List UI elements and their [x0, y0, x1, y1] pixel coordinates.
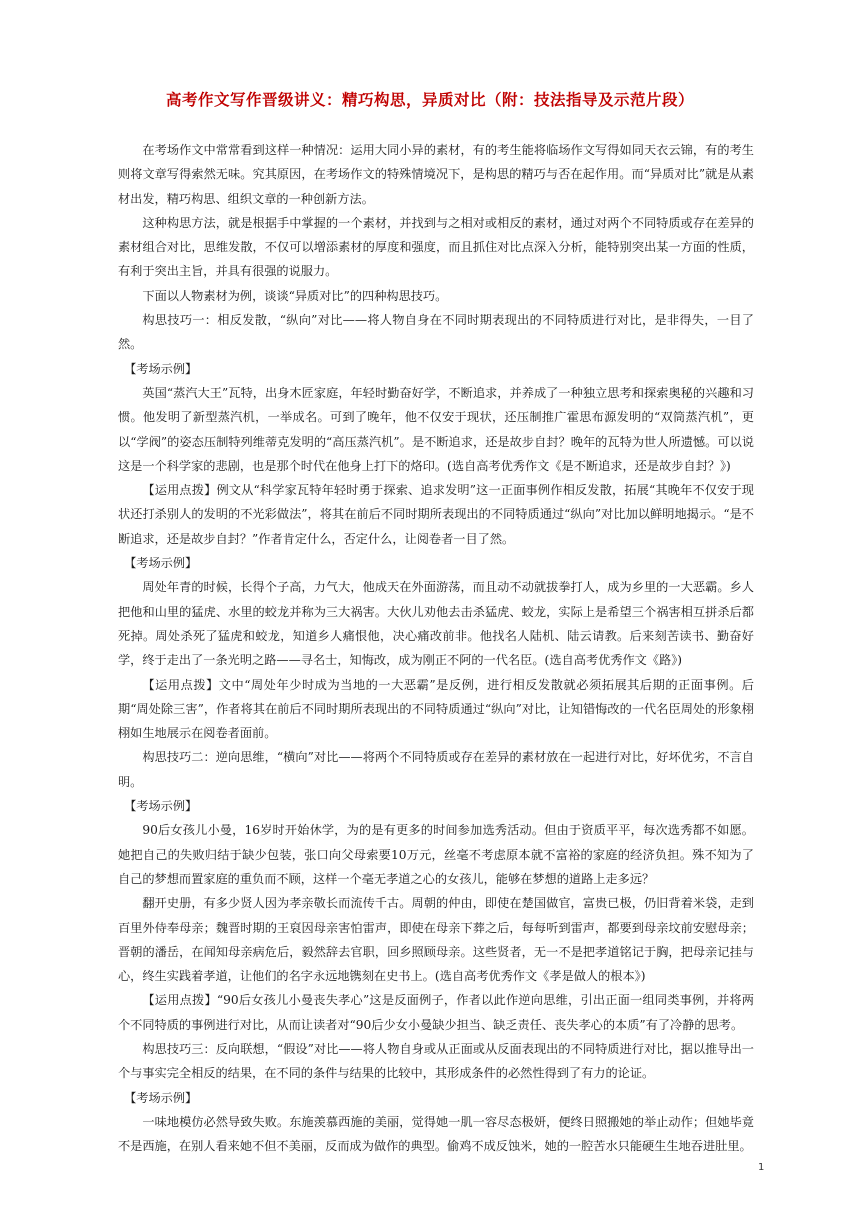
paragraph: 【运用点拨】“90后女孩儿小曼丧失孝心”这是反面例子，作者以此作逆向思维，引出正面一组同类事例，并将两个不同特质的事例进行对比，从而让读者对“90后少女小曼缺少担当、缺乏责任、丧失孝心的本质”有了冷静的思考。 [118, 993, 754, 1032]
document-title: 高考作文写作晋级讲义：精巧构思，异质对比（附：技法指导及示范片段） [165, 91, 694, 109]
document-body [118, 138, 754, 1158]
section-tag: 【考场示例】 [124, 1090, 198, 1105]
paragraph: 构思技巧二：逆向思维，“横向”对比——将两个不同特质或存在差异的素材放在一起进行对比，好坏优劣，不言自明。 [118, 750, 754, 789]
paragraph: 翻开史册，有多少贤人因为孝亲敬长而流传千古。周朝的仲由，即使在楚国做官，富贵已极，仍旧背着米袋，走到百里外侍奉母亲；魏晋时期的王裒因母亲害怕雷声，即使在母亲下葬之后，每每听到雷声，都要到母亲坟前安慰母亲；晋朝的潘岳，在闻知母亲病危后，毅然辞去官职，回乡照顾母亲。这些贤者，无一不是把孝道铭记于胸，把母亲记挂与心，终生实践着孝道，让他们的名字永远地镌刻在史书上。(选自高考优秀作文《孝是做人的根本》) [118, 896, 754, 984]
paragraph: 这种构思方法，就是根据手中掌握的一个素材，并找到与之相对或相反的素材，通过对两个不同特质或存在差异的素材组合对比，思维发散，不仅可以增添素材的厚度和强度，而且抓住对比点深入分析，能特别突出某一方面的性质，有利于突出主旨，并具有很强的说服力。 [118, 215, 754, 279]
paragraph: 【运用点拨】文中“周处年少时成为当地的一大恶霸”是反例，进行相反发散就必须拓展其后期的正面事例。后期“周处除三害”，作者将其在前后不同时期所表现出的不同特质通过“纵向”对比，让知错悔改的一代名臣周处的形象栩栩如生地展示在阅卷者面前。 [118, 677, 754, 741]
paragraph: 周处年青的时候，长得个子高，力气大，他成天在外面游荡，而且动不动就拔拳打人，成为乡里的一大恶霸。乡人把他和山里的猛虎、水里的蛟龙并称为三大祸害。大伙儿劝他去击杀猛虎、蛟龙，实际上是希望三个祸害相互拼杀后都死掉。周处杀死了猛虎和蛟龙，知道乡人痛恨他，决心痛改前非。他找名人陆机、陆云请教。后来刻苦读书、勤奋好学，终于走出了一条光明之路——寻名士，知悔改，成为刚正不阿的一代名臣。(选自高考优秀作文《路》) [118, 580, 754, 668]
paragraph: 【运用点拨】例文从“科学家瓦特年轻时勇于探索、追求发明”这一正面事例作相反发散，拓展“其晚年不仅安于现状还打杀别人的发明的不光彩做法”，将其在前后不同时期所表现出的不同特质通过“纵向”对比加以鲜明地揭示。“是不断追求，还是故步自封？”作者肯定什么，否定什么，让阅卷者一目了然。 [118, 483, 754, 546]
paragraph: 90后女孩儿小曼，16岁时开始休学，为的是有更多的时间参加选秀活动。但由于资质平平，每次选秀都不如愿。她把自己的失败归结于缺少包装，张口向父母索要10万元，丝毫不考虑原本就不富裕的家庭的经济负担。殊不知为了自己的梦想而置家庭的重负而不顾，这样一个毫无孝道之心的女孩儿，能够在梦想的道路上走多远？ [118, 823, 754, 886]
paragraph: 构思技巧一：相反发散，“纵向”对比——将人物自身在不同时期表现出的不同特质进行对比，是非得失，一目了然。 [118, 313, 754, 352]
paragraph: 英国“蒸汽大王”瓦特，出身木匠家庭，年轻时勤奋好学，不断追求，并养成了一种独立思考和探索奥秘的兴趣和习惯。他发明了新型蒸汽机，一举成名。可到了晚年，他不仅安于现状，还压制推广霍思布源发明的“双筒蒸汽机”，更以“学阀”的姿态压制特列维蒂克发明的“高压蒸汽机”。是不断追求，还是故步自封？晚年的瓦特为世人所遗憾。可以说这是一个科学家的悲剧，也是那个时代在他身上打下的烙印。(选自高考优秀作文《是不断追求，还是故步自封？》) [118, 385, 754, 473]
paragraph: 下面以人物素材为例，谈谈“异质对比”的四种构思技巧。 [142, 288, 448, 303]
paragraph: 在考场作文中常常看到这样一种情况：运用大同小异的素材，有的考生能将临场作文写得如同天衣云锦，有的考生则将文章写得索然无味。究其原因，在考场作文的特殊情境况下，是构思的精巧与否在起作用。而“异质对比”就是从素材出发，精巧构思、组织文章的一种创新方法。 [118, 143, 754, 206]
page-number: 1 [758, 1162, 765, 1173]
paragraph: 构思技巧三：反向联想，“假设”对比——将人物自身或从正面或从反面表现出的不同特质进行对比，据以推导出一个与事实完全相反的结果，在不同的条件与结果的比较中，其形成条件的必然性得到了有力的论证。 [118, 1041, 754, 1081]
section-tag: 【考场示例】 [124, 361, 198, 376]
section-tag: 【考场示例】 [124, 799, 198, 814]
section-tag: 【考场示例】 [124, 556, 198, 571]
paragraph: 一味地模仿必然导致失败。东施羡慕西施的美丽，觉得她一肌一容尽态极妍，便终日照搬她的举止动作；但她毕竟不是西施，在别人看来她不但不美丽，反而成为做作的典型。偷鸡不成反蚀米，她的一腔苦水只能硬生生地吞进肚里。 [118, 1114, 754, 1154]
